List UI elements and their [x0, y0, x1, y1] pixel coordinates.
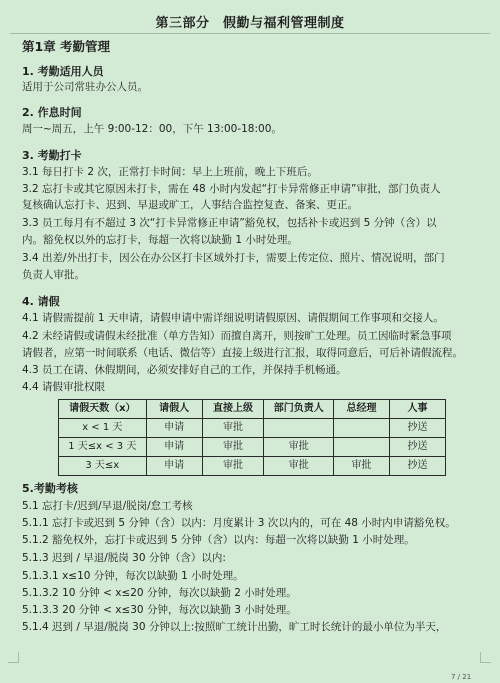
title-divider — [10, 33, 490, 34]
paragraph-line: 5.1.4 迟到 / 早退/脱岗 30 分钟以上:按照旷工统计出勤，旷工时长统计的最小单位为半天， — [22, 621, 447, 633]
paragraph-line: 5.1.3.1 x≤10 分钟，每次以缺勤 1 小时处理。 — [22, 570, 244, 582]
paragraph-line: 复核确认忘打卡、迟到、早退或旷工，人事结合监控复查、备案、更正。 — [22, 199, 358, 211]
table-cell — [264, 419, 334, 438]
paragraph-line: 5.1 忘打卡/迟到/早退/脱岗/怠工考核 — [22, 500, 193, 512]
chapter-heading: 第1章 考勤管理 — [22, 39, 111, 54]
paragraph-line: 4.1 请假需提前 1 天申请，请假申请中需详细说明请假原因、请假期间工作事项和交接人。 — [22, 312, 444, 324]
paragraph-line: 5.1.1 忘打卡或迟到 5 分钟（含）以内：月度累计 3 次以内的，可在 48 小时内申请豁免权。 — [22, 517, 456, 529]
crop-mark — [480, 652, 491, 663]
table-cell: 审批 — [202, 457, 264, 476]
table-row — [59, 438, 446, 457]
column-header: 人事 — [389, 400, 445, 419]
table-header-row — [59, 400, 446, 419]
table-cell: 审批 — [334, 457, 390, 476]
table-cell: 3 天≤x — [59, 457, 147, 476]
paragraph-line: 内。豁免权以外的忘打卡，每超一次将以缺勤 1 小时处理。 — [22, 234, 298, 246]
paragraph-line: 4.4 请假审批权限 — [22, 381, 106, 393]
paragraph-line: 5.1.3.2 10 分钟 < x≤20 分钟，每次以缺勤 2 小时处理。 — [22, 587, 297, 599]
section-heading: 1. 考勤适用人员 — [22, 65, 104, 78]
table-cell: 申请 — [146, 457, 202, 476]
section-heading: 3. 考勤打卡 — [22, 149, 82, 162]
page-number: 7 / 21 — [451, 673, 472, 681]
section-heading: 4. 请假 — [22, 295, 60, 308]
paragraph-line: 3.1 每日打卡 2 次，正常打卡时间：早上上班前，晚上下班后。 — [22, 166, 318, 178]
leave-approval-table — [58, 399, 446, 476]
table-cell: 抄送 — [389, 438, 445, 457]
paragraph-line: 负责人审批。 — [22, 269, 85, 281]
table-cell: 审批 — [264, 438, 334, 457]
column-header: 请假天数（x） — [59, 400, 147, 419]
table-cell — [334, 419, 390, 438]
table-cell — [334, 438, 390, 457]
table-cell: 申请 — [146, 438, 202, 457]
paragraph-line: 请假者，应第一时间联系（电话、微信等）直接上级进行汇报，取得同意后，可后补请假流程。 — [22, 347, 463, 359]
paragraph: 周一~周五，上午 9:00-12：00，下午 13:00-18:00。 — [22, 123, 282, 135]
table-cell: 抄送 — [389, 457, 445, 476]
table-row — [59, 457, 446, 476]
table-cell: 审批 — [264, 457, 334, 476]
page-title: 第三部分 假勤与福利管理制度 — [155, 16, 345, 31]
column-header: 直接上级 — [202, 400, 264, 419]
paragraph: 适用于公司常驻办公人员。 — [22, 81, 148, 93]
section-heading: 5.考勤考核 — [22, 482, 78, 495]
column-header: 部门负责人 — [264, 400, 334, 419]
paragraph-line: 5.1.2 豁免权外，忘打卡或迟到 5 分钟（含）以内：每超一次将以缺勤 1 小时处理。 — [22, 534, 415, 546]
table-row — [59, 419, 446, 438]
paragraph-line: 4.2 未经请假或请假未经批准（单方告知）而擅自离开，则按旷工处理。员工因临时紧急事项 — [22, 330, 452, 342]
column-header: 请假人 — [146, 400, 202, 419]
section-heading: 2. 作息时间 — [22, 106, 82, 119]
paragraph-line: 4.3 员工在请、休假期间，必须安排好自己的工作，并保持手机畅通。 — [22, 364, 347, 376]
table-cell: 审批 — [202, 419, 264, 438]
paragraph-line: 3.2 忘打卡或其它原因未打卡，需在 48 小时内发起“打卡异常修正申请”审批，部门负责人 — [22, 183, 441, 195]
paragraph-line: 3.3 员工每月有不超过 3 次“打卡异常修正申请”豁免权，包括补卡或迟到 5 分钟（含）以 — [22, 217, 437, 229]
table-cell: 申请 — [146, 419, 202, 438]
table-cell: 1 天≤x < 3 天 — [59, 438, 147, 457]
column-header: 总经理 — [334, 400, 390, 419]
paragraph-line: 5.1.3 迟到 / 早退/脱岗 30 分钟（含）以内: — [22, 552, 226, 564]
paragraph-line: 5.1.3.3 20 分钟 < x≤30 分钟，每次以缺勤 3 小时处理。 — [22, 604, 297, 616]
paragraph-line: 3.4 出差/外出打卡，因公在办公区打卡区域外打卡，需要上传定位、照片、情况说明，部门 — [22, 252, 445, 264]
table-cell: 审批 — [202, 438, 264, 457]
table-cell: 抄送 — [389, 419, 445, 438]
table-cell: x < 1 天 — [59, 419, 147, 438]
crop-mark — [8, 652, 19, 663]
